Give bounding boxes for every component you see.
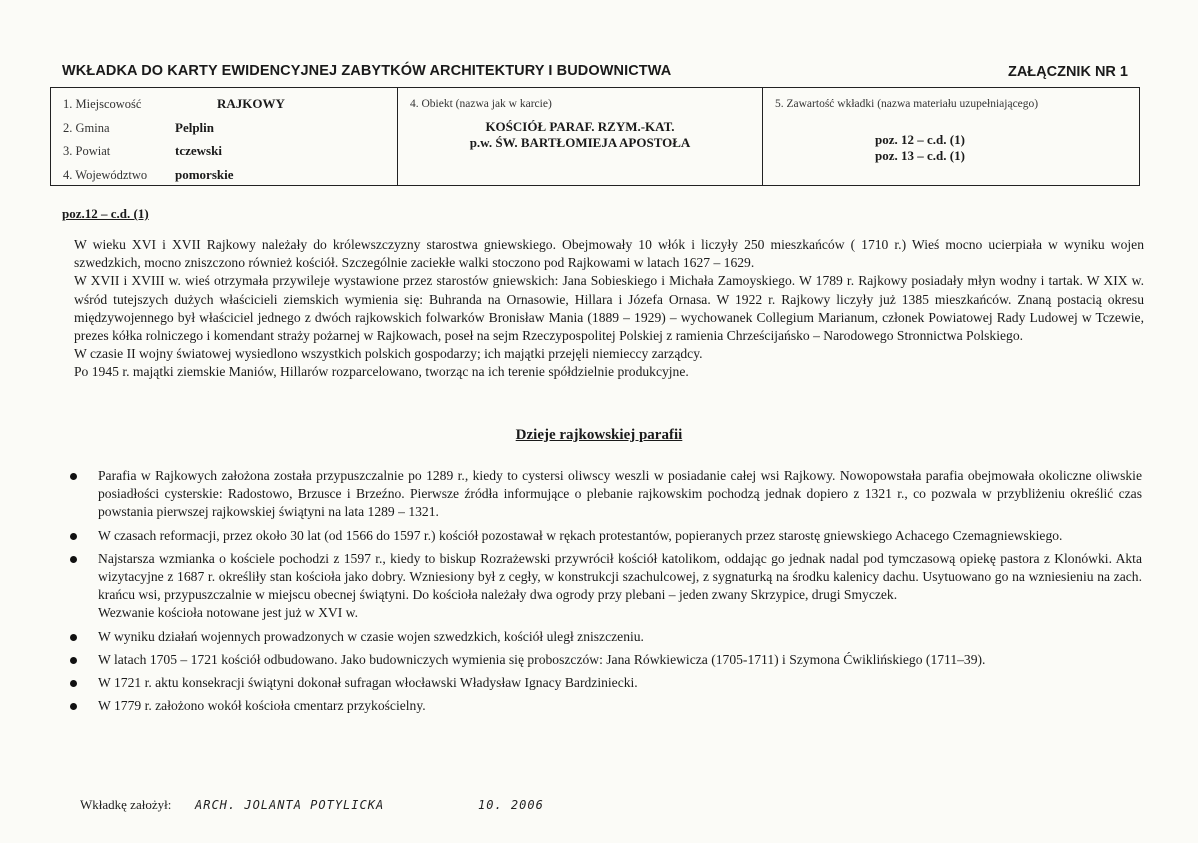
list-item — [66, 697, 1142, 715]
miejscowosc-label: 1. Miejscowość — [63, 97, 142, 111]
list-item — [66, 550, 1142, 623]
bullet-icon — [70, 473, 77, 480]
powiat-value: tczewski — [175, 143, 222, 158]
list-item-text: W 1779 r. założono wokół kościoła cmentarz przykościelny. — [98, 698, 426, 714]
bullet-icon — [70, 703, 77, 710]
list-item-text: W czasach reformacji, przez około 30 lat (od 1566 do 1597 r.) kościół pozostawał w rękach protestantów, popieranych przez starostę gniewskiego Achacego Czemagniewskiego. — [98, 527, 1063, 543]
list-item — [66, 628, 1142, 646]
metadata-table — [50, 87, 1140, 186]
object-name — [398, 119, 762, 151]
gmina-row — [63, 120, 214, 136]
powiat-label: 3. Powiat — [63, 144, 111, 158]
bullet-icon — [70, 680, 77, 687]
document-title: WKŁADKA DO KARTY EWIDENCYJNEJ ZABYTKÓW ARCHITEKTURY I BUDOWNICTWA — [62, 63, 672, 79]
location-cell — [51, 88, 398, 185]
parish-history-title: Dzieje rajkowskiej parafii — [515, 427, 683, 443]
history-paragraph: W XVII i XVIII w. wieś otrzymała przywileje wystawione przez starostów gniewskich: Jana Sobieskiego i Michała Zamoyskiego. W 1789 r. Rajkowy posiadały młyn wodny i tartak. W XIX w. wśród tutejszych dużych właścicieli ziemskich wymienia się: Buhranda na Ornasowie, Hillara i Józefa Ornasa. W 1922 r. Rajkowy liczyły już 1385 mieszkańców. Znaną postacią okresu międzywojennego był właściciel jednego z dwóch rajkowskich folwarków Bronisław Mania (1889 – 1929) – wychowanek Collegium Marianum, członek Powiatowej Rady Ludowej w Tczewie, prezes kółka rolniczego i komendant straży pożarnej w Rajkowach, poseł na sejm Rzeczypospolitej Polskiej z ramienia Chrześcijańsko – Narodowego Stronnictwa Polskiego. — [74, 273, 1144, 344]
object-label: 4. Obiekt (nazwa jak w karcie) — [410, 98, 552, 110]
miejscowosc-value: RAJKOWY — [217, 96, 285, 111]
contents-cell — [763, 88, 1139, 185]
object-cell — [398, 88, 763, 185]
list-item — [66, 527, 1142, 545]
object-line-1: KOŚCIÓŁ PARAF. RZYM.-KAT. — [485, 119, 675, 134]
parish-history-list — [66, 467, 1142, 720]
contents-item-2: poz. 13 – c.d. (1) — [875, 148, 965, 163]
author-label: Wkładkę założył: — [80, 797, 172, 812]
list-item-text: Parafia w Rajkowych założona została przypuszczalnie po 1289 r., kiedy to cystersi oliwscy weszli w posiadanie całej wsi Rajkowy. Nowopowstała parafia obejmowała okoliczne oliwskie posiadłości cysterskie: Radostowo, Brzusce i Brzeźno. Pierwsze źródła informujące o plebanie rajkowskim pochodzą jednak dopiero z 1321 r., co pozwala w przybliżeniu określić czas powstania pierwszej rajkowskiej świątyni na lata 1289 – 1321. — [98, 468, 1142, 520]
history-paragraph: W czasie II wojny światowej wysiedlono wszystkich polskich gospodarzy; ich majątki przejęli niemieccy zarządcy. — [74, 346, 703, 362]
list-item — [66, 467, 1142, 522]
powiat-row — [63, 143, 222, 159]
list-item — [66, 651, 1142, 669]
author-signature: ARCH. JOLANTA POTYLICKA — [195, 798, 385, 812]
section-reference: poz.12 – c.d. (1) — [62, 206, 149, 221]
bullet-icon — [70, 657, 77, 664]
history-paragraph: W wieku XVI i XVII Rajkowy należały do królewszczyzny starostwa gniewskiego. Obejmowały 10 włók i liczyły 250 mieszkańców ( 1710 r.) Wieś mocno ucierpiała w wyniku wojen szwedzkich, mocno zniszczono również kościół. Szczególnie zaciekłe walki stoczono pod Rajkowami w latach 1627 – 1629. — [74, 237, 1144, 271]
miejscowosc-row — [63, 96, 285, 112]
signature-date: 10. 2006 — [478, 798, 544, 812]
gmina-value: Pelplin — [175, 120, 215, 135]
bullet-icon — [70, 533, 77, 540]
contents-items — [875, 132, 965, 164]
bullet-icon — [70, 556, 77, 563]
list-item-text: W latach 1705 – 1721 kościół odbudowano. Jako budowniczych wymienia się proboszczów: Jana Rówkiewicza (1705-1711) i Szymona Ćwiklińskiego (1711–39). — [98, 651, 986, 667]
bullet-icon — [70, 634, 77, 641]
object-line-2: p.w. ŚW. BARTŁOMIEJA APOSTOŁA — [469, 135, 691, 150]
contents-label: 5. Zawartość wkładki (nazwa materiału uzupełniającego) — [775, 98, 1039, 110]
list-item-note: Wezwanie kościoła notowane jest już w XVI w. — [98, 605, 358, 621]
contents-item-1: poz. 12 – c.d. (1) — [875, 132, 965, 147]
annex-number: ZAŁĄCZNIK NR 1 — [1007, 64, 1128, 80]
list-item-text: W wyniku działań wojennych prowadzonych w czasie wojen szwedzkich, kościół uległ zniszczeniu. — [98, 628, 644, 644]
list-item — [66, 674, 1142, 692]
footer — [80, 797, 544, 813]
wojewodztwo-row — [63, 167, 234, 183]
wojewodztwo-label: 4. Województwo — [63, 168, 148, 182]
list-item-text: W 1721 r. aktu konsekracji świątyni dokonał sufragan włocławski Władysław Ignacy Bardziniecki. — [98, 675, 638, 691]
history-paragraph: Po 1945 r. majątki ziemskie Maniów, Hillarów rozparcelowano, tworząc na ich terenie spółdzielnie produkcyjne. — [74, 364, 689, 380]
list-item-text: Najstarsza wzmianka o kościele pochodzi z 1597 r., kiedy to biskup Rozrażewski przywrócił kościół katolikom, oddając go jednak nadal pod tymczasową opiekę pastora z Klonówki. Akta wizytacyjne z 1687 r. określiły stan kościoła jako dobry. Wzniesiony był z cegły, w konstrukcji szachulcowej, z sygnaturką na środku kalenicy dachu. Usytuowano go na wzniesieniu na zach. krańcu wsi, przypuszczalnie w miejscu obecnej świątyni. Do kościoła należały dwa ogrody przy plebani – jeden zwany Skrzypice, drugi Smyczek. — [98, 550, 1142, 603]
history-text — [74, 236, 1144, 382]
gmina-label: 2. Gmina — [63, 121, 110, 135]
wojewodztwo-value: pomorskie — [175, 167, 234, 182]
